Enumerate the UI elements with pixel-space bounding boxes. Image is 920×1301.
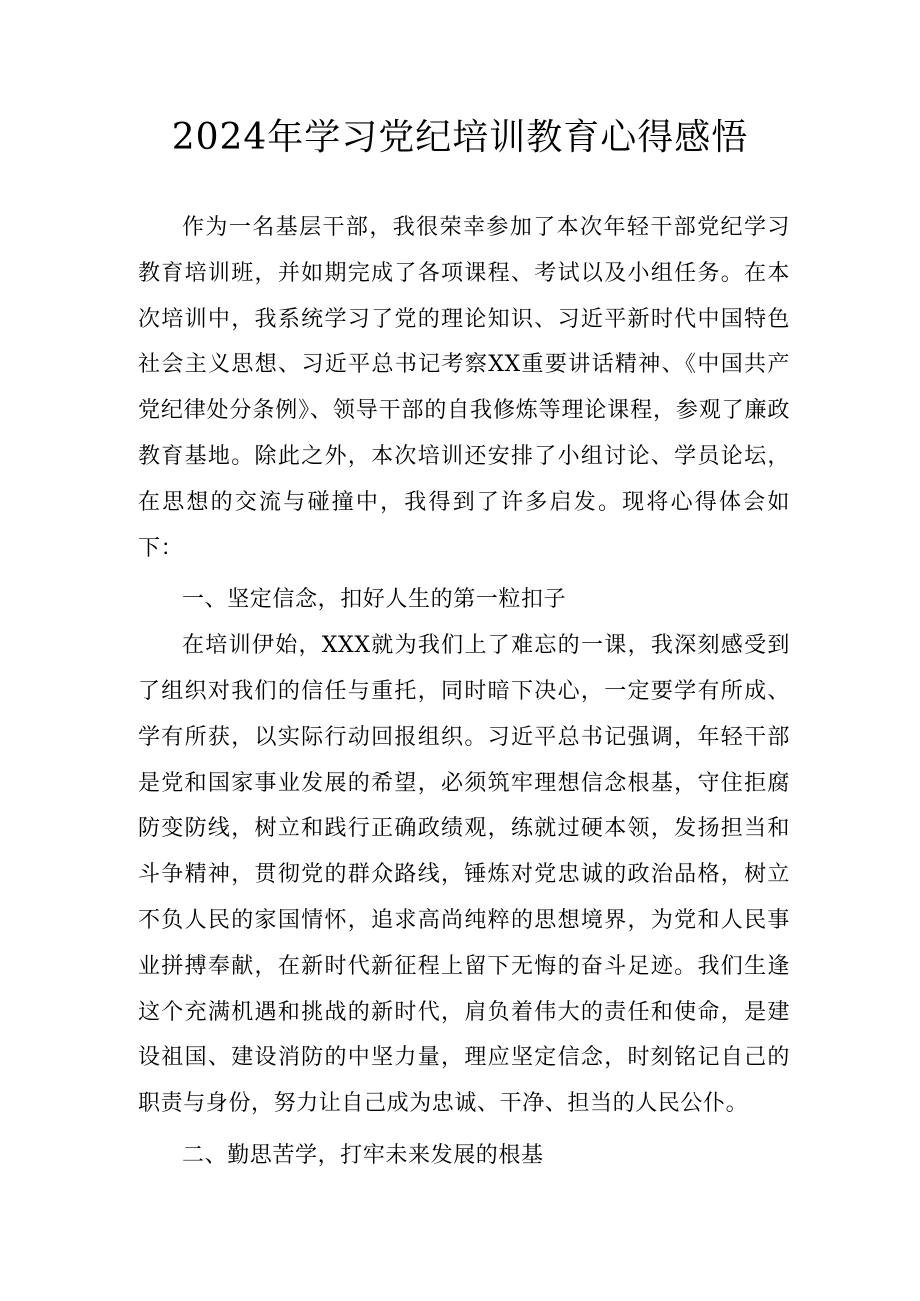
section-1-paragraph: 在培训伊始，XXX就为我们上了难忘的一课，我深刻感受到了组织对我们的信任与重托，同时暗下决心，一定要学有所成、学有所获，以实际行动回报组织。习近平总书记强调，年轻干部是党和国家事业发展的希望，必须筑牢理想信念根基，守住拒腐防变防线，树立和践行正确政绩观，练就过硬本领，发扬担当和斗争精神，贯彻党的群众路线，锤炼对党忠诚的政治品格，树立不负人民的家国情怀，追求高尚纯粹的思想境界，为党和人民事业拼搏奉献，在新时代新征程上留下无悔的奋斗足迹。我们生逢这个充满机遇和挑战的新时代，肩负着伟大的责任和使命，是建设祖国、建设消防的中坚力量，理应坚定信念，时刻铭记自己的职责与身份，努力让自己成为忠诚、干净、担当的人民公仆。 <box>138 633 790 1117</box>
document-title: 2024年学习党纪培训教育心得感悟 <box>171 117 749 158</box>
section-heading-1: 一、坚定信念，扣好人生的第一粒扣子 <box>182 587 567 613</box>
intro-paragraph: 作为一名基层干部，我很荣幸参加了本次年轻干部党纪学习教育培训班，并如期完成了各项课程、考试以及小组任务。在本次培训中，我系统学习了党的理论知识、习近平新时代中国特色社会主义思想、习近平总书记考察XX重要讲话精神、《中国共产党纪律处分条例》、领导干部的自我修炼等理论课程，参观了廉政教育基地。除此之外，本次培训还安排了小组讨论、学员论坛，在思想的交流与碰撞中，我得到了许多启发。现将心得体会如下： <box>138 215 790 561</box>
document-body <box>138 205 790 1179</box>
section-heading-2: 二、勤思苦学，打牢未来发展的根基 <box>182 1142 544 1168</box>
